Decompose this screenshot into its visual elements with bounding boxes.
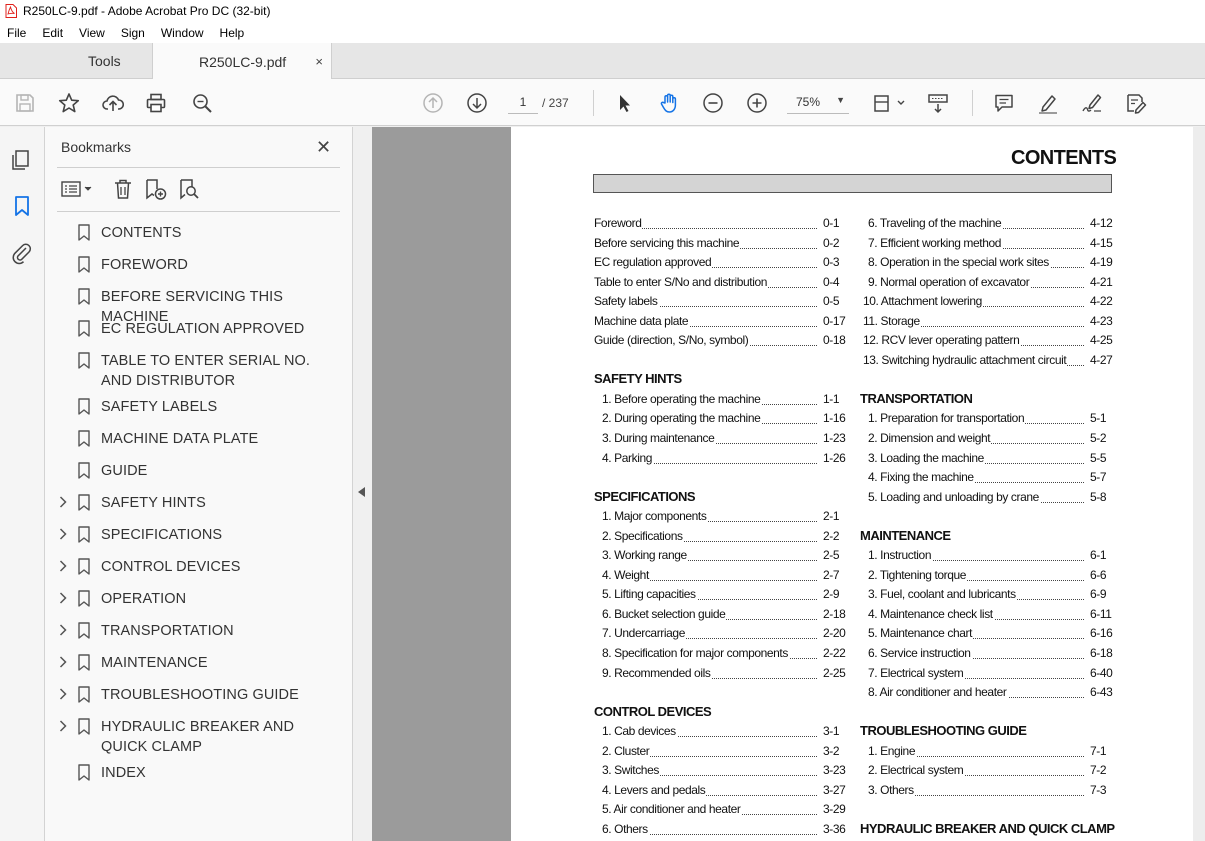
toc-entry[interactable]	[868, 411, 1114, 427]
bookmark-item[interactable]	[45, 557, 353, 577]
toc-entry[interactable]	[863, 314, 1114, 330]
scroll-mode-icon[interactable]	[926, 91, 950, 115]
bookmark-icon	[78, 398, 90, 415]
toc-entry[interactable]	[868, 666, 1114, 682]
toc-page-number: 3-1	[823, 724, 840, 739]
toc-page-number: 5-5	[1090, 450, 1107, 465]
toc-page-number: 6-40	[1090, 665, 1113, 680]
toc-entry-title: Foreword	[594, 216, 642, 230]
toc-entry[interactable]	[602, 744, 847, 760]
bookmark-item[interactable]	[45, 397, 353, 417]
toc-entry[interactable]	[602, 783, 847, 799]
toc-entry[interactable]	[868, 255, 1114, 271]
toc-entry-title: 6. Service instruction	[868, 646, 971, 660]
toc-entry-title: 5. Loading and unloading by crane	[868, 489, 1039, 504]
toc-entry-title: 12. RCV lever operating pattern	[863, 333, 1020, 348]
page-heading: CONTENTS	[1011, 147, 1117, 169]
bookmark-item[interactable]	[45, 493, 353, 513]
bookmark-label: EC REGULATION APPROVED	[101, 321, 305, 337]
zoom-value: 75%	[796, 94, 821, 109]
toc-entry-title: 7. Efficient working method	[868, 235, 1002, 250]
toc-entry-title: EC regulation approved	[594, 255, 712, 270]
toolbar-separator	[972, 90, 973, 116]
share-cloud-icon[interactable]	[101, 91, 125, 115]
bookmark-icon	[78, 462, 90, 479]
toc-entry-title: 6. Others	[602, 821, 648, 836]
toc-entry[interactable]	[602, 724, 847, 740]
toc-entry-title: 7. Undercarriage	[602, 626, 685, 641]
toc-entry[interactable]	[868, 451, 1114, 467]
toc-page-number: 5-1	[1090, 411, 1107, 426]
toc-page-number: 2-1	[823, 509, 840, 524]
toc-page-number: 3-27	[823, 782, 846, 797]
bookmarks-toolbar	[57, 175, 340, 205]
toc-page-number: 0-4	[823, 274, 840, 289]
toc-section-heading: SPECIFICATIONS	[594, 488, 696, 504]
toc-entry[interactable]	[594, 294, 847, 310]
bookmark-item[interactable]	[45, 763, 353, 783]
toc-entry[interactable]	[602, 548, 847, 564]
window-title: R250LC-9.pdf - Adobe Acrobat Pro DC (32-bit)	[23, 4, 271, 18]
toc-page-number: 6-11	[1090, 606, 1112, 621]
bookmark-item[interactable]	[45, 255, 353, 275]
toc-entry-title: 1. Before operating the machine	[602, 391, 761, 406]
bookmark-label: HYDRAULIC BREAKER AND QUICK CLAMP	[101, 719, 295, 755]
find-bookmark-icon[interactable]	[177, 177, 201, 201]
toc-entry-title: 2. Tightening torque	[868, 567, 967, 582]
toc-page-number: 4-19	[1090, 255, 1113, 270]
toc-page-number: 3-2	[823, 743, 840, 758]
bookmarks-title: Bookmarks	[61, 139, 132, 155]
toc-entry[interactable]	[863, 353, 1114, 369]
print-icon[interactable]	[144, 91, 168, 115]
toc-entry-title: Safety labels	[594, 294, 658, 309]
close-panel-icon[interactable]: ✕	[316, 137, 332, 157]
divider	[57, 167, 340, 168]
toc-page-number: 4-12	[1090, 216, 1113, 230]
toc-entry-title: 9. Recommended oils	[602, 665, 711, 680]
toc-page-number: 2-5	[823, 548, 840, 563]
highlight-pen-icon[interactable]	[1036, 91, 1060, 115]
toc-entry[interactable]	[594, 216, 847, 232]
toc-entry[interactable]	[868, 783, 1114, 799]
toc-entry-title: 6. Traveling of the machine	[868, 216, 1002, 230]
toolbar-separator	[593, 90, 594, 116]
toc-entry[interactable]	[868, 587, 1114, 603]
star-icon[interactable]	[57, 91, 81, 115]
bookmark-item[interactable]	[45, 351, 353, 391]
bookmark-item[interactable]	[45, 685, 353, 705]
menu-view[interactable]: View	[79, 25, 105, 40]
zoom-out-icon[interactable]	[701, 91, 725, 115]
toc-entry-title: 2. During operating the machine	[602, 411, 761, 426]
bookmark-label: GUIDE	[101, 463, 148, 479]
chevron-right-icon[interactable]	[58, 494, 68, 510]
toc-entry[interactable]	[602, 411, 847, 427]
bookmark-label: MACHINE DATA PLATE	[101, 431, 259, 447]
heading-bar	[593, 174, 1112, 193]
menu-edit[interactable]: Edit	[42, 25, 64, 40]
toc-section-heading: SAFETY HINTS	[594, 371, 682, 387]
bookmark-item[interactable]	[45, 461, 353, 481]
toc-entry[interactable]	[602, 802, 847, 818]
toc-page-number: 5-8	[1090, 489, 1107, 504]
toc-entry[interactable]	[868, 607, 1114, 623]
toc-entry-title: Table to enter S/No and distribution	[594, 274, 768, 289]
page-thumbnails-icon[interactable]	[10, 148, 34, 172]
toc-entry-title: 8. Specification for major components	[602, 646, 788, 660]
toc-page-number: 0-3	[823, 255, 840, 270]
document-viewport[interactable]	[372, 127, 1205, 841]
find-text-icon[interactable]	[190, 91, 214, 115]
bookmark-icon	[78, 526, 90, 543]
save-icon[interactable]	[13, 91, 37, 115]
zoom-in-icon[interactable]	[745, 91, 769, 115]
toc-entry[interactable]	[602, 646, 847, 662]
toc-section-heading: TRANSPORTATION	[860, 390, 973, 406]
toc-entry-title: 6. Bucket selection guide	[602, 606, 726, 621]
toolbar	[0, 79, 1205, 126]
new-bookmark-icon[interactable]	[143, 177, 167, 201]
toc-entry-title: 3. Loading the machine	[868, 450, 984, 465]
toc-entry[interactable]	[602, 626, 847, 642]
toc-entry[interactable]	[863, 333, 1114, 349]
toc-page-number: 0-17	[823, 313, 846, 328]
toc-entry-title: 3. Fuel, coolant and lubricants	[868, 587, 1016, 602]
menu-bar	[0, 22, 1205, 43]
bookmark-icon	[78, 764, 90, 781]
bookmark-label: CONTROL DEVICES	[101, 559, 241, 575]
delete-bookmark-icon[interactable]	[111, 177, 135, 201]
toc-entry-title: 13. Switching hydraulic attachment circuit	[863, 352, 1067, 367]
tab-bar	[0, 43, 1205, 79]
toc-page-number: 3-36	[823, 821, 846, 836]
toc-entry[interactable]	[868, 490, 1114, 506]
bookmark-label: FOREWORD	[101, 257, 188, 273]
toc-entry[interactable]	[602, 822, 847, 838]
toc-entry[interactable]	[602, 607, 847, 623]
bookmark-label: SAFETY LABELS	[101, 399, 218, 415]
menu-file[interactable]: File	[7, 25, 27, 40]
next-page-icon[interactable]	[465, 91, 489, 115]
toc-entry[interactable]	[868, 568, 1114, 584]
bookmark-item[interactable]	[45, 589, 353, 609]
bookmark-icon	[78, 622, 90, 639]
title-bar	[0, 0, 1205, 22]
toc-page-number: 2-9	[823, 587, 840, 602]
bookmarks-icon[interactable]	[10, 194, 34, 218]
bookmark-label: TROUBLESHOOTING GUIDE	[101, 687, 299, 703]
toc-entry-title: 2. Cluster	[602, 743, 650, 758]
toc-entry-title: 5. Air conditioner and heater	[602, 802, 741, 817]
divider	[57, 211, 340, 212]
toc-page-number: 6-18	[1090, 646, 1113, 660]
toc-entry-title: 2. Specifications	[602, 528, 683, 543]
toc-page-number: 3-29	[823, 802, 846, 817]
toc-page-number: 2-7	[823, 567, 840, 582]
hand-tool-icon[interactable]	[657, 91, 681, 115]
select-cursor-icon[interactable]	[613, 91, 637, 115]
bookmark-item[interactable]	[45, 287, 353, 325]
toc-page-number: 1-1	[823, 391, 840, 406]
toc-entry-title: 3. Working range	[602, 548, 687, 563]
toc-section-heading: HYDRAULIC BREAKER AND QUICK CLAMP	[860, 820, 1115, 836]
toc-entry[interactable]	[602, 529, 847, 545]
toc-entry[interactable]	[868, 236, 1114, 252]
toc-entry[interactable]	[602, 392, 847, 408]
toc-entry-title: 8. Operation in the special work sites	[868, 255, 1049, 270]
toc-page-number: 5-7	[1090, 470, 1107, 485]
previous-page-icon[interactable]	[421, 91, 445, 115]
toc-entry[interactable]	[602, 568, 847, 584]
toc-page-number: 4-23	[1090, 313, 1113, 328]
toc-page-number: 0-2	[823, 235, 840, 250]
tab-document-label: R250LC-9.pdf	[199, 53, 287, 70]
bookmark-item[interactable]	[45, 429, 353, 449]
toc-page-number: 2-25	[823, 665, 846, 680]
bookmark-label: CONTENTS	[101, 225, 182, 241]
toc-entry[interactable]	[602, 587, 847, 603]
bookmark-item[interactable]	[45, 717, 353, 757]
toc-entry[interactable]	[868, 646, 1114, 662]
chevron-right-icon[interactable]	[58, 622, 68, 638]
toc-entry[interactable]	[594, 255, 847, 271]
navigation-rail	[0, 127, 45, 841]
bookmark-item[interactable]	[45, 621, 353, 641]
toc-entry-title: Guide (direction, S/No, symbol)	[594, 333, 749, 348]
toc-page-number: 5-2	[1090, 431, 1107, 445]
toc-page-number: 4-21	[1090, 274, 1113, 289]
bookmark-icon	[78, 558, 90, 575]
toc-page-number: 4-15	[1090, 235, 1113, 250]
toc-entry[interactable]	[863, 294, 1114, 310]
toc-entry[interactable]	[868, 626, 1114, 642]
fill-sign-icon[interactable]	[1080, 91, 1104, 115]
toc-entry[interactable]	[602, 666, 847, 682]
bookmarks-panel	[45, 127, 353, 841]
toc-page-number: 7-1	[1090, 743, 1107, 758]
chevron-right-icon[interactable]	[58, 718, 68, 734]
toc-page-number: 0-1	[823, 216, 840, 230]
toc-entry[interactable]	[868, 431, 1114, 447]
bookmark-label: TABLE TO ENTER SERIAL NO. AND DISTRIBUTOR	[101, 353, 311, 389]
chevron-right-icon[interactable]	[58, 558, 68, 574]
menu-help[interactable]: Help	[219, 25, 245, 40]
toc-entry[interactable]	[868, 685, 1114, 701]
bookmark-label: SPECIFICATIONS	[101, 527, 223, 543]
toc-section-heading: CONTROL DEVICES	[594, 703, 712, 719]
chevron-right-icon[interactable]	[58, 654, 68, 670]
bookmark-icon	[78, 686, 90, 703]
zoom-select[interactable]	[787, 90, 849, 114]
toc-entry-title: 9. Normal operation of excavator	[868, 274, 1030, 289]
bookmark-icon	[78, 718, 90, 735]
bookmark-icon	[78, 352, 90, 369]
toc-page-number: 2-18	[823, 606, 846, 621]
toc-entry[interactable]	[868, 275, 1114, 291]
menu-window[interactable]: Window	[160, 25, 204, 40]
bookmark-item[interactable]	[45, 223, 353, 243]
page-display-icon[interactable]	[871, 91, 907, 115]
bookmark-item[interactable]	[45, 653, 353, 673]
toc-entry[interactable]	[868, 763, 1114, 779]
page-edge	[1193, 127, 1205, 841]
toc-entry[interactable]	[594, 333, 847, 349]
toc-entry[interactable]	[602, 763, 847, 779]
toc-entry-title: 2. Electrical system	[868, 763, 964, 778]
bookmark-icon	[78, 494, 90, 511]
toc-entry-title: 4. Fixing the machine	[868, 470, 974, 485]
toc-page-number: 3-23	[823, 763, 846, 778]
bookmark-label: OPERATION	[101, 591, 187, 607]
bookmark-item[interactable]	[45, 525, 353, 545]
toc-entry[interactable]	[594, 275, 847, 291]
toc-page-number: 4-27	[1090, 352, 1113, 367]
bookmark-label: BEFORE SERVICING THIS MACHINE	[101, 289, 284, 325]
panel-splitter[interactable]	[353, 127, 372, 841]
bookmark-icon	[78, 224, 90, 241]
bookmark-icon	[78, 654, 90, 671]
bookmark-icon	[78, 430, 90, 447]
toc-entry-title: 7. Electrical system	[868, 665, 964, 680]
toc-page-number: 1-26	[823, 450, 846, 465]
toc-entry-title: 4. Maintenance check list	[868, 606, 993, 621]
bookmark-label: MAINTENANCE	[101, 655, 208, 671]
toc-page-number: 6-9	[1090, 587, 1107, 602]
toc-page-number: 0-5	[823, 294, 840, 309]
bookmark-icon	[78, 590, 90, 607]
tab-close-icon[interactable]: ×	[315, 54, 323, 69]
toc-entry-title: 8. Air conditioner and heater	[868, 685, 1007, 700]
attachments-icon[interactable]	[10, 241, 34, 265]
toc-page-number: 6-6	[1090, 567, 1107, 582]
menu-sign[interactable]: Sign	[120, 25, 145, 40]
toc-entry[interactable]	[868, 216, 1114, 232]
toc-entry-title: 1. Major components	[602, 509, 707, 524]
pdf-page	[511, 127, 1193, 841]
toc-entry[interactable]	[868, 744, 1114, 760]
toc-entry-title: 5. Maintenance chart	[868, 626, 973, 641]
toc-entry[interactable]	[602, 431, 847, 447]
toc-entry-title: 5. Lifting capacities	[602, 587, 696, 602]
toc-entry-title: 10. Attachment lowering	[863, 294, 982, 309]
chevron-right-icon[interactable]	[58, 590, 68, 606]
toc-entry-title: 1. Engine	[868, 743, 916, 758]
toc-page-number: 4-25	[1090, 333, 1113, 348]
bookmark-label: SAFETY HINTS	[101, 495, 206, 511]
toc-entry-title: 11. Storage	[863, 313, 920, 328]
page-total: / 237	[542, 96, 569, 110]
toc-page-number: 2-2	[823, 528, 840, 543]
toc-page-number: 1-23	[823, 431, 846, 445]
toc-entry[interactable]	[868, 548, 1114, 564]
toc-entry-title: 3. Others	[868, 782, 914, 797]
pdf-file-icon	[5, 4, 17, 18]
toc-section-heading: TROUBLESHOOTING GUIDE	[860, 723, 1027, 739]
edit-pdf-icon[interactable]	[1124, 91, 1148, 115]
toc-entry-title: 1. Cab devices	[602, 724, 676, 739]
toc-page-number: 6-1	[1090, 548, 1107, 563]
toc-entry-title: 4. Levers and pedals	[602, 782, 706, 797]
toc-page-number: 1-16	[823, 411, 846, 426]
toc-page-number: 7-3	[1090, 782, 1107, 797]
toc-entry-title: 3. Switches	[602, 763, 659, 778]
toc-entry-title: 1. Instruction	[868, 548, 932, 563]
options-menu-icon[interactable]	[60, 177, 96, 201]
bookmark-label: INDEX	[101, 765, 146, 781]
toc-entry[interactable]	[594, 314, 847, 330]
chevron-right-icon[interactable]	[58, 526, 68, 542]
toc-entry-title: 3. During maintenance	[602, 431, 715, 445]
bookmark-icon	[78, 320, 90, 337]
bookmark-label: TRANSPORTATION	[101, 623, 234, 639]
toc-entry[interactable]	[868, 470, 1114, 486]
toc-page-number: 7-2	[1090, 763, 1107, 778]
toc-page-number: 2-20	[823, 626, 846, 641]
tab-tools-label: Tools	[88, 53, 121, 69]
toc-page-number: 4-22	[1090, 294, 1113, 309]
tab-document[interactable]	[152, 43, 332, 80]
toc-page-number: 0-18	[823, 333, 846, 348]
toc-page-number: 2-22	[823, 646, 846, 660]
toc-entry-title: 2. Dimension and weight	[868, 431, 991, 445]
toc-page-number: 6-43	[1090, 685, 1113, 700]
bookmark-icon	[78, 256, 90, 273]
toc-entry-title: Before servicing this machine	[594, 235, 740, 250]
collapse-panel-icon[interactable]	[358, 487, 365, 497]
comment-icon[interactable]	[992, 91, 1016, 115]
toc-page-number: 6-16	[1090, 626, 1113, 641]
toc-entry-title: 4. Parking	[602, 450, 653, 465]
toc-entry[interactable]	[602, 451, 847, 467]
toc-entry[interactable]	[594, 236, 847, 252]
page-number-input[interactable]	[508, 90, 538, 114]
tab-tools[interactable]	[0, 43, 152, 79]
toc-section-heading: MAINTENANCE	[860, 527, 951, 543]
toc-entry[interactable]	[602, 509, 847, 525]
chevron-right-icon[interactable]	[58, 686, 68, 702]
bookmark-item[interactable]	[45, 319, 353, 339]
toc-entry-title: 4. Weight	[602, 567, 649, 582]
toc-entry-title: 1. Preparation for transportation	[868, 411, 1025, 426]
chevron-down-icon: ▼	[836, 95, 845, 105]
toc-entry-title: Machine data plate	[594, 313, 689, 328]
bookmark-icon	[78, 288, 90, 305]
